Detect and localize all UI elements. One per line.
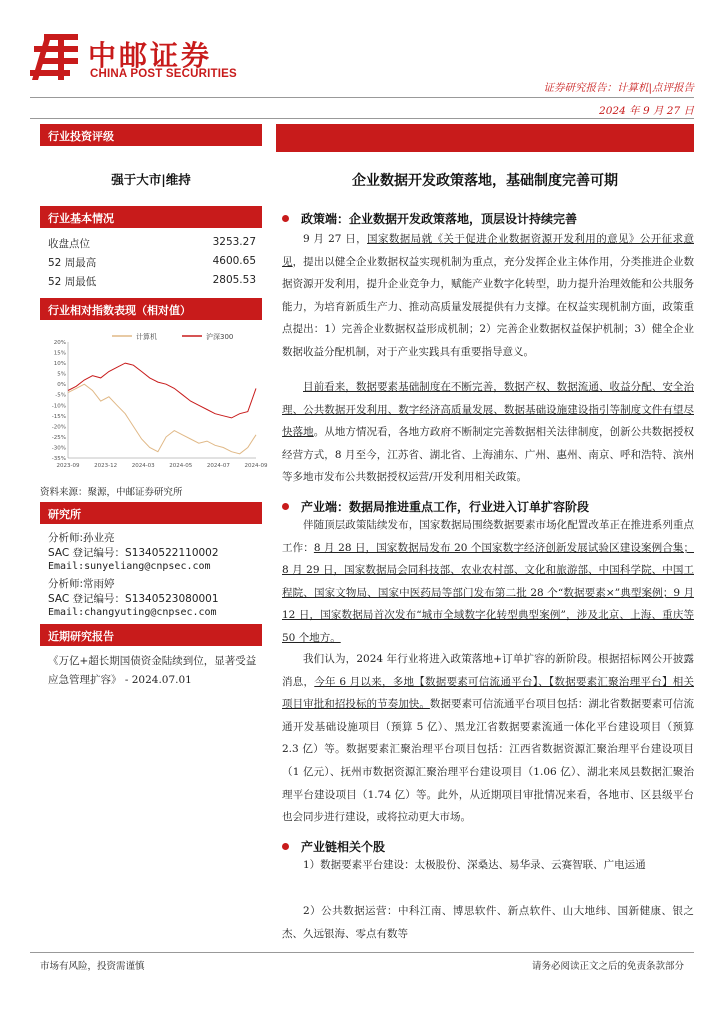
bullet-dot-icon: [282, 843, 289, 850]
bullet-dot-icon: [282, 503, 289, 510]
y-tick-label: -35%: [51, 456, 66, 462]
paragraph-outlook: [282, 648, 694, 829]
rating-section-header: 行业投资评级: [40, 124, 262, 146]
section-heading-text: 产业链相关个股: [301, 840, 386, 854]
x-tick-label: 2024-09: [244, 463, 268, 469]
performance-section-header: 行业相对指数表现（相对值）: [40, 298, 262, 320]
para-text: ，提出以健全企业数据权益实现机制为重点，充分发挥企业主体作用，分类推进企业数据资源开发利用，提升企业竞争力，赋能产业数字化转型，助力提升治理效能和公共服务能力，为培育新质生产力、推动高质量发展提供有力支撑。在权益实现机制方面，政策重点提出：1）完善企业数据权益形成机制；2）完善企业数据权益保护机制；3）健全企业数据收益分配机制，对于产业实践具有重要指导意义。: [282, 255, 695, 358]
x-tick-label: 2024-03: [131, 463, 155, 469]
analyst-sac: SAC 登记编号：S1340522110002: [48, 547, 219, 559]
series-line: [68, 384, 256, 454]
china-post-logo-icon: [30, 32, 82, 82]
analyst-email[interactable]: Email:changyuting@cnpsec.com: [48, 607, 217, 618]
para-underlined: 目前看来，数据要素基础制度在不断完善，数据产权、数据流通、收益分配、安全治理、公共数据开发利用、数字经济高质量发展、数据基础设施建设指引等制度文件有望尽快落地: [282, 381, 694, 439]
basic-info-section-header: 行业基本情况: [40, 206, 262, 228]
industry-rating: 强于大市|维持: [111, 172, 191, 187]
basic-info-label: 收盘点位: [48, 238, 90, 250]
para-underlined: 国家数据局就《关于促进企业数据资源开发利用的意见》公开征求意见: [282, 233, 694, 268]
basic-info-value: 3253.27: [212, 236, 256, 248]
para-underlined: 今年 6 月以来，多地【数据要素可信流通平台】、【数据要素汇聚治理平台】相关项目审批和招投标的节奏加快。: [282, 675, 694, 711]
x-tick-label: 2023-09: [56, 463, 80, 469]
y-tick-label: 5%: [57, 371, 66, 378]
paragraph-institution: [282, 376, 694, 489]
relative-index-chart: [42, 328, 268, 476]
recent-report-link[interactable]: 《万亿+超长期国债资金陆续到位，显著受益应急管理扩容》 - 2024.07.01: [48, 655, 257, 686]
legend-label: 计算机: [136, 333, 157, 341]
title-banner: [276, 124, 694, 152]
para-text: 。从地方情况看，各地方政府不断制定完善数据相关法律制度，创新公共数据授权经营方式，8 月至今，江苏省、湖北省、上海浦东、广州、惠州、南京、呼和浩特、滨州等多地市发布公共数据授权运营/开发利用相关政策。: [282, 426, 695, 484]
basic-info-row: [48, 274, 256, 289]
y-tick-label: -20%: [51, 424, 66, 431]
y-tick-label: 0%: [57, 382, 66, 389]
basic-info-label: 52 周最低: [48, 276, 97, 288]
x-tick-label: 2024-07: [206, 463, 230, 469]
report-title: 企业数据开发政策落地，基础制度完善可期: [352, 173, 618, 189]
y-tick-label: 20%: [53, 340, 66, 346]
y-tick-label: -15%: [51, 413, 66, 420]
section-heading-industry: [282, 498, 589, 515]
header-divider: [30, 97, 694, 98]
analyst-sac: SAC 登记编号：S1340523080001: [48, 593, 219, 605]
report-date: 2024 年 9 月 27 日: [599, 105, 694, 117]
section-heading-text: 政策端：企业数据开发政策落地，顶层设计持续完善: [301, 212, 578, 226]
series-line: [68, 363, 256, 418]
research-section-header: 研究所: [40, 502, 262, 524]
para-underlined: 8 月 28 日，国家数据局发布 20 个国家数字经济创新发展试验区建设案例合集；8 月 29 日，国家数据局会同科技部、农业农村部、文化和旅游部、中国科学院、中国工程院、国家文物局、国家中医药局等部门发布第二批 28 个“数据要素×”典型案例；9 月 12 日，国家数据局首次发布“城市全域数字化转型典型案例”，涉及北京、上海、重庆等 50 个地方。: [282, 541, 694, 644]
basic-info-label: 52 周最高: [48, 257, 97, 269]
paragraph-industry: [282, 514, 694, 650]
para-text: 我们认为，2024 年行业将进入政策落地+订单扩容的新阶段。根据招标网公开披露消息，: [282, 653, 694, 688]
y-tick-label: -30%: [51, 445, 66, 452]
y-tick-label: -10%: [51, 403, 66, 410]
section-heading-text: 产业端：数据局推进重点工作，行业进入订单扩容阶段: [301, 500, 590, 514]
report-type: 证券研究报告：计算机|点评报告: [543, 82, 694, 94]
para-text: 数据要素可信流通平台项目包括：湖北省数据要素可信流通开发基础设施项目（预算 5 亿）、黑龙江省数据要素流通一体化平台建设项目（预算 2.3 亿）等。数据要素汇聚治理平台项目包括：江西省数据资源汇聚治理平台建设项目（1 亿元）、抚州市数据资源汇聚治理平台建设项目（1.06 亿）、湖北来凤县数据汇聚治理平台建设项目（1.74 亿）等。此外，从近期项目审批情况来看，各地市、区县级平台也会同步进行建设，或将拉动更大市场。: [282, 698, 694, 824]
basic-info-value: 2805.53: [212, 274, 256, 286]
y-tick-label: -5%: [55, 392, 66, 399]
analyst-name: 分析师:常雨婷: [48, 578, 115, 590]
risk-warning: 市场有风险，投资需谨慎: [40, 961, 145, 972]
footer-divider: [30, 952, 694, 953]
basic-info-value: 4600.65: [212, 255, 256, 267]
brand-name-cn: 中邮证券: [88, 39, 213, 72]
paragraph-policy: [282, 228, 694, 364]
basic-info-row: [48, 236, 256, 251]
y-tick-label: 15%: [53, 350, 66, 357]
analyst-email[interactable]: Email:sunyeliang@cnpsec.com: [48, 561, 211, 572]
x-tick-label: 2023-12: [94, 463, 118, 469]
chart-source: 资料来源：聚源，中邮证券研究所: [40, 487, 183, 498]
recent-reports-section-header: 近期研究报告: [40, 624, 262, 646]
para-text: 伴随顶层政策陆续发布，国家数据局围绕数据要素市场化配置改革正在推进系列重点工作：: [282, 519, 694, 554]
stock-list-platform: 1）数据要素平台建设：太极股份、深桑达、易华录、云赛智联、广电运通: [303, 859, 646, 871]
y-tick-label: -25%: [51, 434, 66, 441]
analyst-name: 分析师:孙业亮: [48, 532, 115, 544]
y-tick-label: 10%: [53, 361, 66, 368]
section-heading-stocks: [282, 838, 385, 855]
brand-name-en: CHINA POST SECURITIES: [90, 68, 237, 80]
stock-list-public-data: 2）公共数据运营：中科江南、博思软件、新点软件、山大地纬、国新健康、银之杰、久远银海、零点有数等: [282, 905, 694, 940]
para-text: 9 月 27 日，: [303, 233, 368, 245]
basic-info-row: [48, 255, 256, 270]
disclaimer-note: 请务必阅读正文之后的免责条款部分: [531, 961, 684, 972]
legend-label: 沪深300: [206, 333, 234, 341]
section-heading-policy: [282, 210, 577, 227]
x-tick-label: 2024-05: [169, 463, 193, 469]
bullet-dot-icon: [282, 215, 289, 222]
header-divider-2: [30, 118, 694, 119]
